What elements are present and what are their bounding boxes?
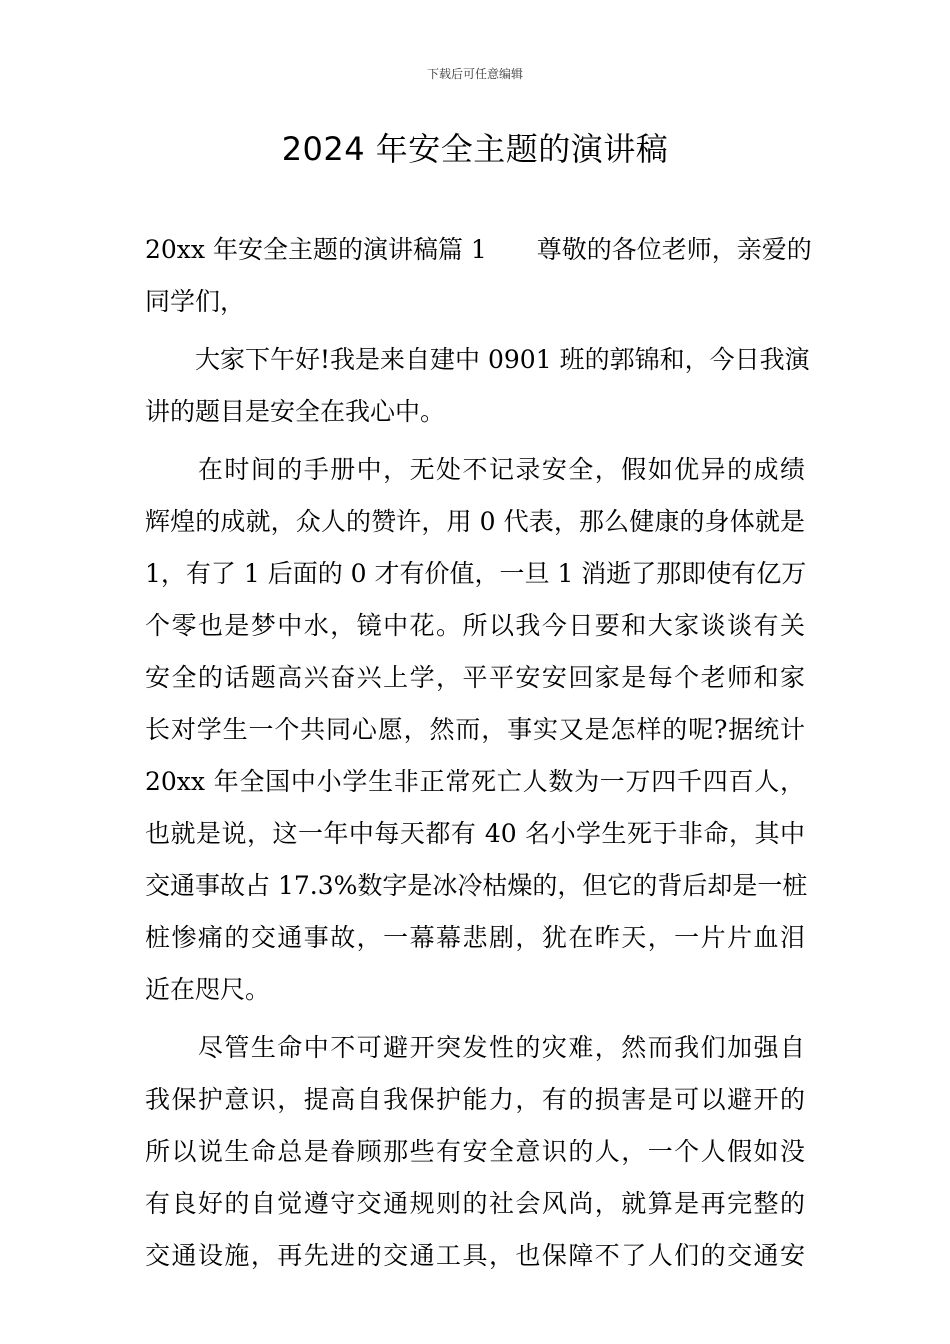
text-line: 交通事故占 17.3%数字是冰冷枯燥的，但它的背后却是一桩 (145, 871, 808, 900)
text-line: 辉煌的成就，众人的赞许，用 0 代表，那么健康的身体就是 (145, 507, 805, 536)
text-line: 个零也是梦中水，镜中花。所以我今日要和大家谈谈有关 (145, 611, 805, 640)
text-line: 大家下午好!我是来自建中 0901 班的郭锦和，今日我演 (145, 345, 810, 374)
text-line: 我保护意识，提高自我保护能力，有的损害是可以避开的 (145, 1085, 805, 1114)
text-line: 讲的题目是安全在我心中。 (145, 397, 446, 426)
header-note: 下载后可任意编辑 (426, 67, 523, 81)
text-line: 1，有了 1 后面的 0 才有价值，一旦 1 消逝了那即使有亿万 (145, 559, 807, 588)
document-body (145, 224, 812, 1282)
text-line: 尽管生命中不可避开突发性的灾难，然而我们加强自 (145, 1033, 805, 1062)
text-line: 也就是说，这一年中每天都有 40 名小学生死于非命，其中 (145, 819, 805, 848)
text-line: 所以说生命总是眷顾那些有安全意识的人，一个人假如没 (145, 1137, 805, 1166)
text-line: 长对学生一个共同心愿，然而，事实又是怎样的呢?据统计 (145, 715, 805, 744)
text-line: 桩惨痛的交通事故，一幕幕悲剧，犹在昨天，一片片血泪 (145, 923, 805, 952)
text-line: 同学们， (145, 287, 246, 316)
text-line: 近在咫尺。 (145, 975, 271, 1004)
text-line: 20xx 年安全主题的演讲稿篇 1 尊敬的各位老师，亲爱的 (145, 235, 812, 264)
text-line: 有良好的自觉遵守交通规则的社会风尚，就算是再完整的 (145, 1189, 805, 1218)
text-line: 安全的话题高兴奋兴上学，平平安安回家是每个老师和家 (145, 663, 805, 692)
text-line: 在时间的手册中，无处不记录安全，假如优异的成绩 (145, 455, 805, 484)
page-title: 2024 年安全主题的演讲稿 (281, 130, 669, 168)
text-line: 20xx 年全国中小学生非正常死亡人数为一万四千四百人， (145, 767, 805, 796)
text-line: 交通设施，再先进的交通工具，也保障不了人们的交通安 (145, 1241, 805, 1270)
